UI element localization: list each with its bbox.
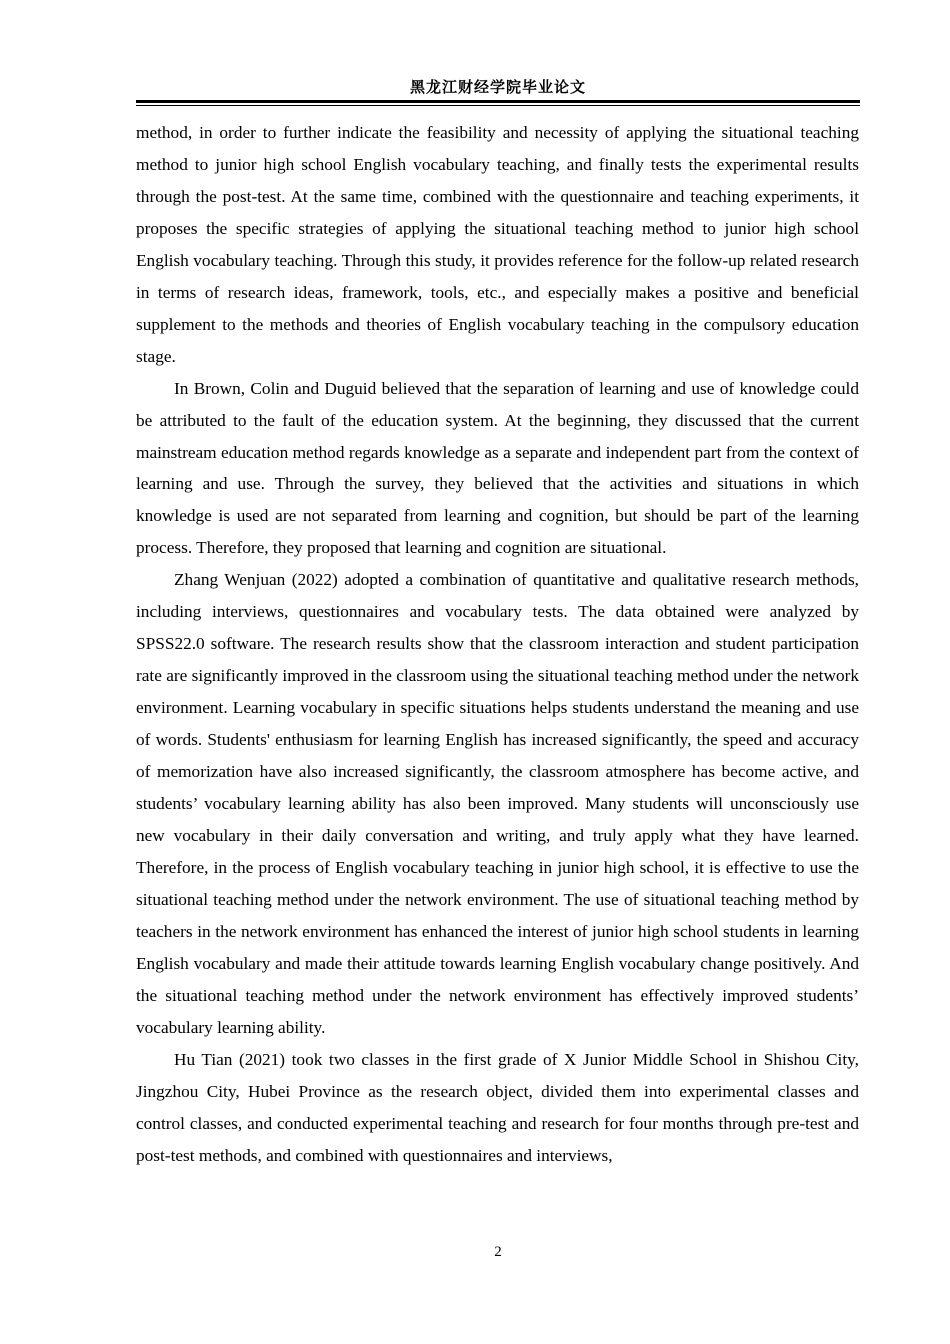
paragraph-brown-colin-duguid: In Brown, Colin and Duguid believed that the separation of learning and use of knowledge could be attributed to the fault of the education system. At the beginning, they discussed that the current mainstream education method regards knowledge as a separate and independent part from the context of learning and use. Through the survey, they believed that the activities and situations in which knowledge is used are not separated from learning and cognition, but should be part of the learning process. Therefore, they proposed that learning and cognition are situational. — [136, 378, 859, 558]
header-rule-thin — [136, 105, 860, 106]
paragraph-continuation: method, in order to further indicate the feasibility and necessity of applying the situational teaching method to junior high school English vocabulary teaching, and finally tests the experimental results through the post-test. At the same time, combined with the questionnaire and teaching experiments, it proposes the specific strategies of applying the situational teaching method to junior high school English vocabulary teaching. Through this study, it provides reference for the follow-up related research in terms of research ideas, framework, tools, etc., and especially makes a positive and beneficial supplement to the methods and theories of English vocabulary teaching in the compulsory education stage. — [136, 123, 859, 366]
page-number: 2 — [494, 1244, 502, 1260]
body-text — [136, 117, 859, 1171]
paragraph-hu-tian: Hu Tian (2021) took two classes in the first grade of X Junior Middle School in Shishou City, Jingzhou City, Hubei Province as the research object, divided them into experimental classes and control classes, and conducted experimental teaching and research for four months through pre-test and post-test methods, and combined with questionnaires and interviews, — [136, 1049, 859, 1165]
paragraph-zhang-wenjuan: Zhang Wenjuan (2022) adopted a combination of quantitative and qualitative research methods, including interviews, questionnaires and vocabulary tests. The data obtained were analyzed by SPSS22.0 software. The research results show that the classroom interaction and student participation rate are significantly improved in the classroom using the situational teaching method under the network environment. Learning vocabulary in specific situations helps students understand the meaning and use of words. Students' enthusiasm for learning English has increased significantly, the speed and accuracy of memorization have also increased significantly, the classroom atmosphere has become active, and students’ vocabulary learning ability has also been improved. Many students will unconsciously use new vocabulary in their daily conversation and writing, and truly apply what they have learned. Therefore, in the process of English vocabulary teaching in junior high school, it is effective to use the situational teaching method under the network environment. The use of situational teaching method by teachers in the network environment has enhanced the interest of junior high school students in learning English vocabulary and made their attitude towards learning English vocabulary change positively. And the situational teaching method under the network environment has effectively improved students’ vocabulary learning ability. — [136, 570, 859, 1037]
header-rule-thick — [136, 100, 860, 103]
page-header-title: 黑龙江财经学院毕业论文 — [409, 78, 586, 96]
